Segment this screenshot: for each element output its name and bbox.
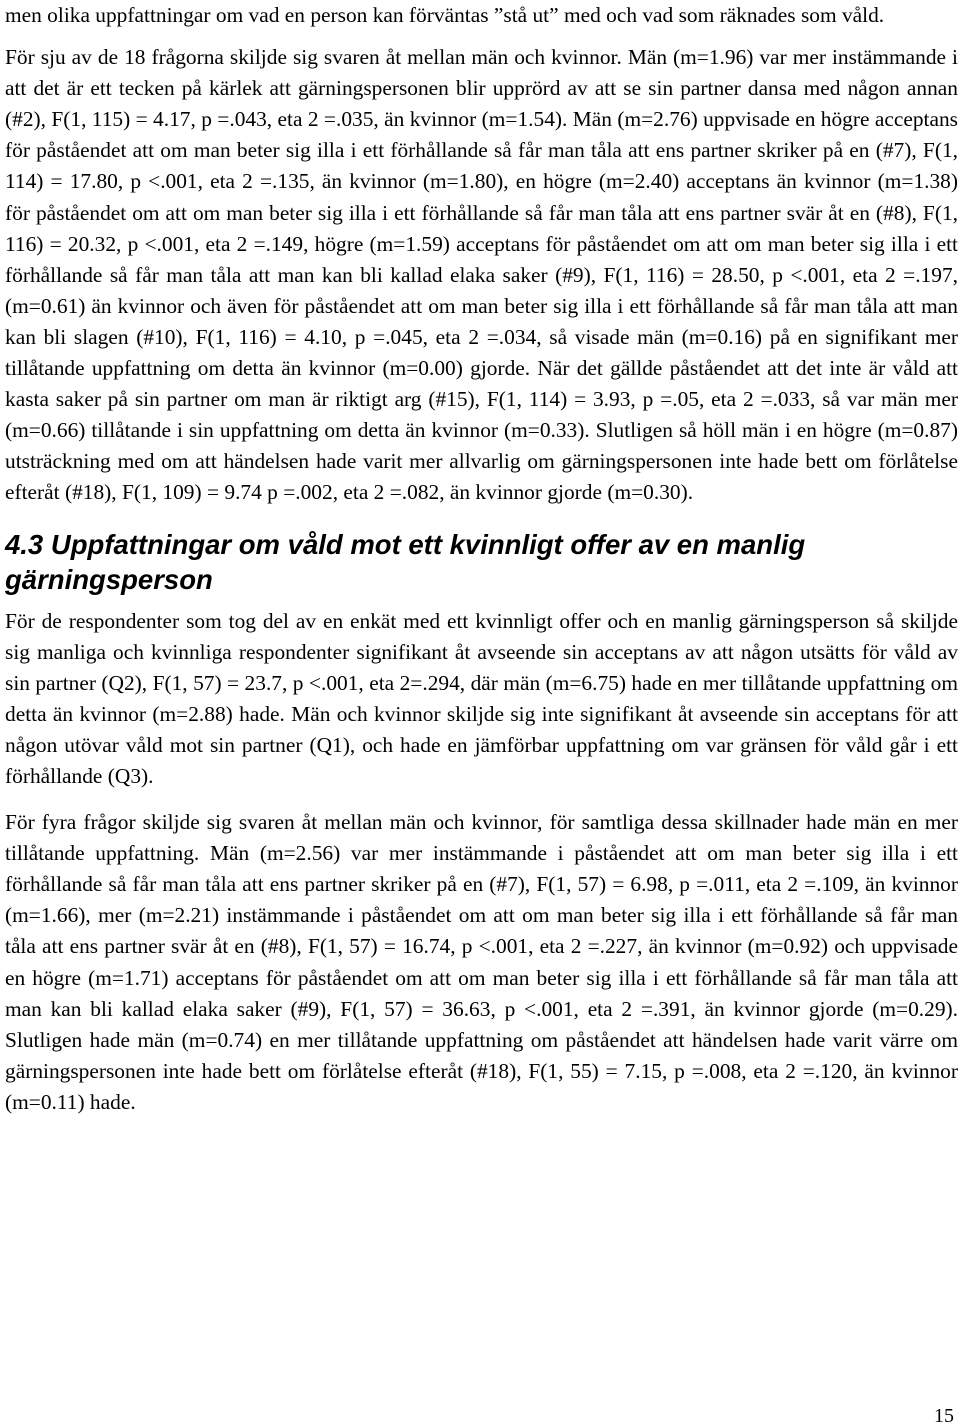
document-page <box>5 0 958 1118</box>
paragraph-intro: men olika uppfattningar om vad en person kan förväntas ”stå ut” med och vad som räknades som våld. <box>5 3 885 27</box>
paragraph-four-questions: För fyra frågor skiljde sig svaren åt mellan män och kvinnor, för samtliga dessa skillnader hade män en mer tillåtande uppfattning. Män (m=2.56) var mer instämmande i påståendet att om man beter sig illa i ett förhållande så får man tåla att ens partner skriker på en (#7), F(1, 57) = 6.98, p =.011, eta 2 =.109, än kvinnor (m=1.66), mer (m=2.21) instämmande i påståendet om att om man beter sig illa i ett förhållande så får man tåla att ens partner svär åt en (#8), F(1, 57) = 16.74, p <.001, eta 2 =.227, än kvinnor (m=0.92) och uppvisade en högre (m=1.71) acceptans för påståendet om att om man beter sig illa i ett förhållande så får man tåla att man kan bli kallad elaka saker (#9), F(1, 57) = 36.63, p <.001, eta 2 =.391, än kvinnor gjorde (m=0.29). Slutligen hade män (m=0.74) en mer tillåtande uppfattning om påståendet att händelsen hade varit värre om gärningspersonen inte hade bett om förlåtelse efteråt (#18), F(1, 55) = 7.15, p =.008, eta 2 =.120, än kvinnor (m=0.11) hade. <box>5 810 958 1114</box>
paragraph-gender-differences: För sju av de 18 frågorna skiljde sig svaren åt mellan män och kvinnor. Män (m=1.96) var mer instämmande i att det är ett tecken på kärlek att gärningspersonen blir upprörd av att se sin partner dansa med någon annan (#2), F(1, 115) = 4.17, p =.043, eta 2 =.035, än kvinnor (m=1.54). Män (m=2.76) uppvisade en högre acceptans för påståendet att om man beter sig illa i ett förhållande så får man tåla att ens partner skriker på en (#7), F(1, 114) = 17.80, p <.001, eta 2 =.135, än kvinnor (m=1.80), en högre (m=2.40) acceptans än kvinnor (m=1.38) för påståendet om att om man beter sig illa i ett förhållande så får man tåla att ens partner svär åt en (#8), F(1, 116) = 20.32, p <.001, eta 2 =.149, högre (m=1.59) acceptans för påståendet om att om man beter sig illa i ett förhållande så får man tåla att man kan bli kallad elaka saker (#9), F(1, 116) = 28.50, p <.001, eta 2 =.197, (m=0.61) än kvinnor och även för påståendet att om man beter sig illa i ett förhållande så får man tåla att man kan bli slagen (#10), F(1, 116) = 4.10, p =.045, eta 2 =.034, så visade män (m=0.16) på en signifikant mer tillåtande uppfattning om detta än kvinnor (m=0.00) gjorde. När det gällde påståendet att det inte är våld att kasta saker på sin partner om man är riktigt arg (#15), F(1, 114) = 3.93, p =.05, eta 2 =.033, så var män mer (m=0.66) tillåtande i sin uppfattning om detta än kvinnor (m=0.33). Slutligen så höll män i en högre (m=0.87) utsträckning med om att händelsen hade varit mer allvarlig om gärningspersonen inte hade bett om förlåtelse efteråt (#18), F(1, 109) = 9.74 p =.002, eta 2 =.082, än kvinnor gjorde (m=0.30). <box>5 45 958 505</box>
paragraph-respondents: För de respondenter som tog del av en enkät med ett kvinnligt offer och en manlig gärningsperson så skiljde sig manliga och kvinnliga respondenter signifikant åt avseende sin acceptans av att någon utsätts för våld av sin partner (Q2), F(1, 57) = 23.7, p <.001, eta 2=.294, där män (m=6.75) hade en mer tillåtande uppfattning om detta än kvinnor (m=2.88) hade. Män och kvinnor skiljde sig inte signifikant åt avseende sin acceptans för att någon utövar våld mot sin partner (Q1), och hade en jämförbar uppfattning om var gränsen för våld går i ett förhållande (Q3). <box>5 608 958 788</box>
page-number: 15 <box>934 1405 954 1427</box>
section-heading: 4.3 Uppfattningar om våld mot ett kvinnligt offer av en manlig gärningsperson <box>5 528 806 595</box>
